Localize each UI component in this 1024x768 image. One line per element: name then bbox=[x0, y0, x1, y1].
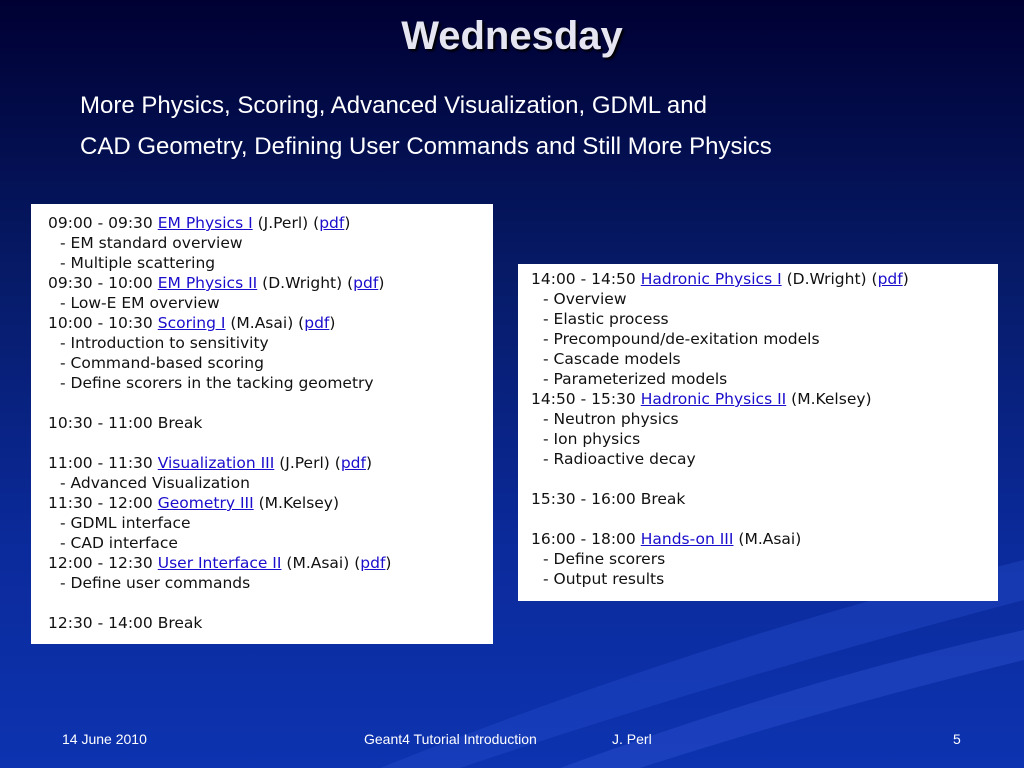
topic-item: - CAD interface bbox=[60, 534, 178, 552]
topic-item: - Define scorers bbox=[543, 550, 666, 568]
topic-item: - Define scorers in the tacking geometry bbox=[60, 374, 374, 392]
session-time: 09:00 - 09:30 bbox=[48, 214, 153, 232]
session-time: 16:00 - 18:00 bbox=[531, 530, 636, 548]
session-entry: 11:00 - 11:30 Visualization III (J.Perl) (pdf) bbox=[48, 454, 373, 472]
session-speaker: (D.Wright) bbox=[786, 270, 867, 288]
session-title-link[interactable]: Hadronic Physics II bbox=[640, 390, 787, 408]
session-entry: 09:00 - 09:30 EM Physics I (J.Perl) (pdf) bbox=[48, 214, 351, 232]
topic-item: - Low-E EM overview bbox=[60, 294, 220, 312]
session-entry: 09:30 - 10:00 EM Physics II (D.Wright) (pdf) bbox=[48, 274, 385, 292]
session-title-link[interactable]: EM Physics I bbox=[157, 214, 253, 232]
topic-item: - Output results bbox=[543, 570, 665, 588]
session-entry: 12:00 - 12:30 User Interface II (M.Asai) (pdf) bbox=[48, 554, 392, 572]
spacer bbox=[48, 433, 493, 453]
topic-item: - Parameterized models bbox=[543, 370, 728, 388]
topic-item: - Overview bbox=[543, 290, 627, 308]
session-time: 14:00 - 14:50 bbox=[531, 270, 636, 288]
spacer bbox=[531, 509, 998, 529]
topic-item: - Precompound/de-exitation models bbox=[543, 330, 820, 348]
spacer bbox=[531, 469, 998, 489]
subtitle-line-2: CAD Geometry, Defining User Commands and Still More Physics bbox=[80, 133, 772, 160]
afternoon-schedule-panel bbox=[518, 264, 998, 601]
topic-item: - Elastic process bbox=[543, 310, 669, 328]
footer-page-number: 5 bbox=[953, 731, 961, 747]
session-speaker: (M.Asai) bbox=[738, 530, 802, 548]
slide-title: Wednesday bbox=[401, 14, 623, 58]
session-time: 14:50 - 15:30 bbox=[531, 390, 636, 408]
session-title-link[interactable]: Geometry III bbox=[157, 494, 254, 512]
footer-author: J. Perl bbox=[612, 731, 652, 747]
session-speaker: (M.Asai) bbox=[286, 554, 350, 572]
pdf-link[interactable]: pdf bbox=[360, 554, 386, 572]
topic-item: - EM standard overview bbox=[60, 234, 243, 252]
session-entry bbox=[531, 389, 998, 409]
session-speaker: (J.Perl) bbox=[257, 214, 309, 232]
session-speaker: (M.Asai) bbox=[230, 314, 294, 332]
topic-item: - GDML interface bbox=[60, 514, 191, 532]
session-entry bbox=[531, 529, 998, 549]
pdf-link[interactable]: pdf bbox=[340, 454, 366, 472]
topic-item: - Cascade models bbox=[543, 350, 681, 368]
break-entry: 12:30 - 14:00 Break bbox=[48, 614, 203, 632]
session-title-link[interactable]: EM Physics II bbox=[157, 274, 258, 292]
topic-item: - Advanced Visualization bbox=[60, 474, 250, 492]
pdf-link[interactable]: pdf bbox=[353, 274, 379, 292]
spacer bbox=[48, 393, 493, 413]
topic-item: - Radioactive decay bbox=[543, 450, 696, 468]
session-title-link[interactable]: Visualization III bbox=[157, 454, 275, 472]
footer-title: Geant4 Tutorial Introduction bbox=[364, 731, 537, 747]
break-entry: 10:30 - 11:00 Break bbox=[48, 414, 203, 432]
topic-item: - Multiple scattering bbox=[60, 254, 216, 272]
session-title-link[interactable]: Hadronic Physics I bbox=[640, 270, 782, 288]
topic-item: - Define user commands bbox=[60, 574, 251, 592]
morning-schedule-panel bbox=[31, 204, 493, 644]
session-time: 11:00 - 11:30 bbox=[48, 454, 153, 472]
pdf-link[interactable]: pdf bbox=[319, 214, 345, 232]
session-time: 09:30 - 10:00 bbox=[48, 274, 153, 292]
session-title-link[interactable]: User Interface II bbox=[157, 554, 282, 572]
session-title-link[interactable]: Hands-on III bbox=[640, 530, 734, 548]
session-title-link[interactable]: Scoring I bbox=[157, 314, 226, 332]
session-speaker: (D.Wright) bbox=[262, 274, 343, 292]
session-speaker: (M.Kelsey) bbox=[258, 494, 340, 512]
spacer bbox=[48, 593, 493, 613]
session-time: 11:30 - 12:00 bbox=[48, 494, 153, 512]
session-entry: 14:00 - 14:50 Hadronic Physics I (D.Wright) (pdf) bbox=[531, 270, 909, 288]
pdf-link[interactable]: pdf bbox=[304, 314, 330, 332]
topic-item: - Command-based scoring bbox=[60, 354, 264, 372]
session-entry: 10:00 - 10:30 Scoring I (M.Asai) (pdf) bbox=[48, 314, 336, 332]
topic-item: - Introduction to sensitivity bbox=[60, 334, 269, 352]
topic-item: - Neutron physics bbox=[543, 410, 679, 428]
session-speaker: (M.Kelsey) bbox=[791, 390, 872, 408]
footer-date: 14 June 2010 bbox=[62, 731, 147, 747]
subtitle-line-1: More Physics, Scoring, Advanced Visualization, GDML and bbox=[80, 92, 707, 119]
session-entry bbox=[48, 493, 493, 513]
pdf-link[interactable]: pdf bbox=[877, 270, 903, 288]
session-speaker: (J.Perl) bbox=[279, 454, 330, 472]
session-time: 10:00 - 10:30 bbox=[48, 314, 153, 332]
break-entry: 15:30 - 16:00 Break bbox=[531, 490, 686, 508]
session-time: 12:00 - 12:30 bbox=[48, 554, 153, 572]
topic-item: - Ion physics bbox=[543, 430, 641, 448]
